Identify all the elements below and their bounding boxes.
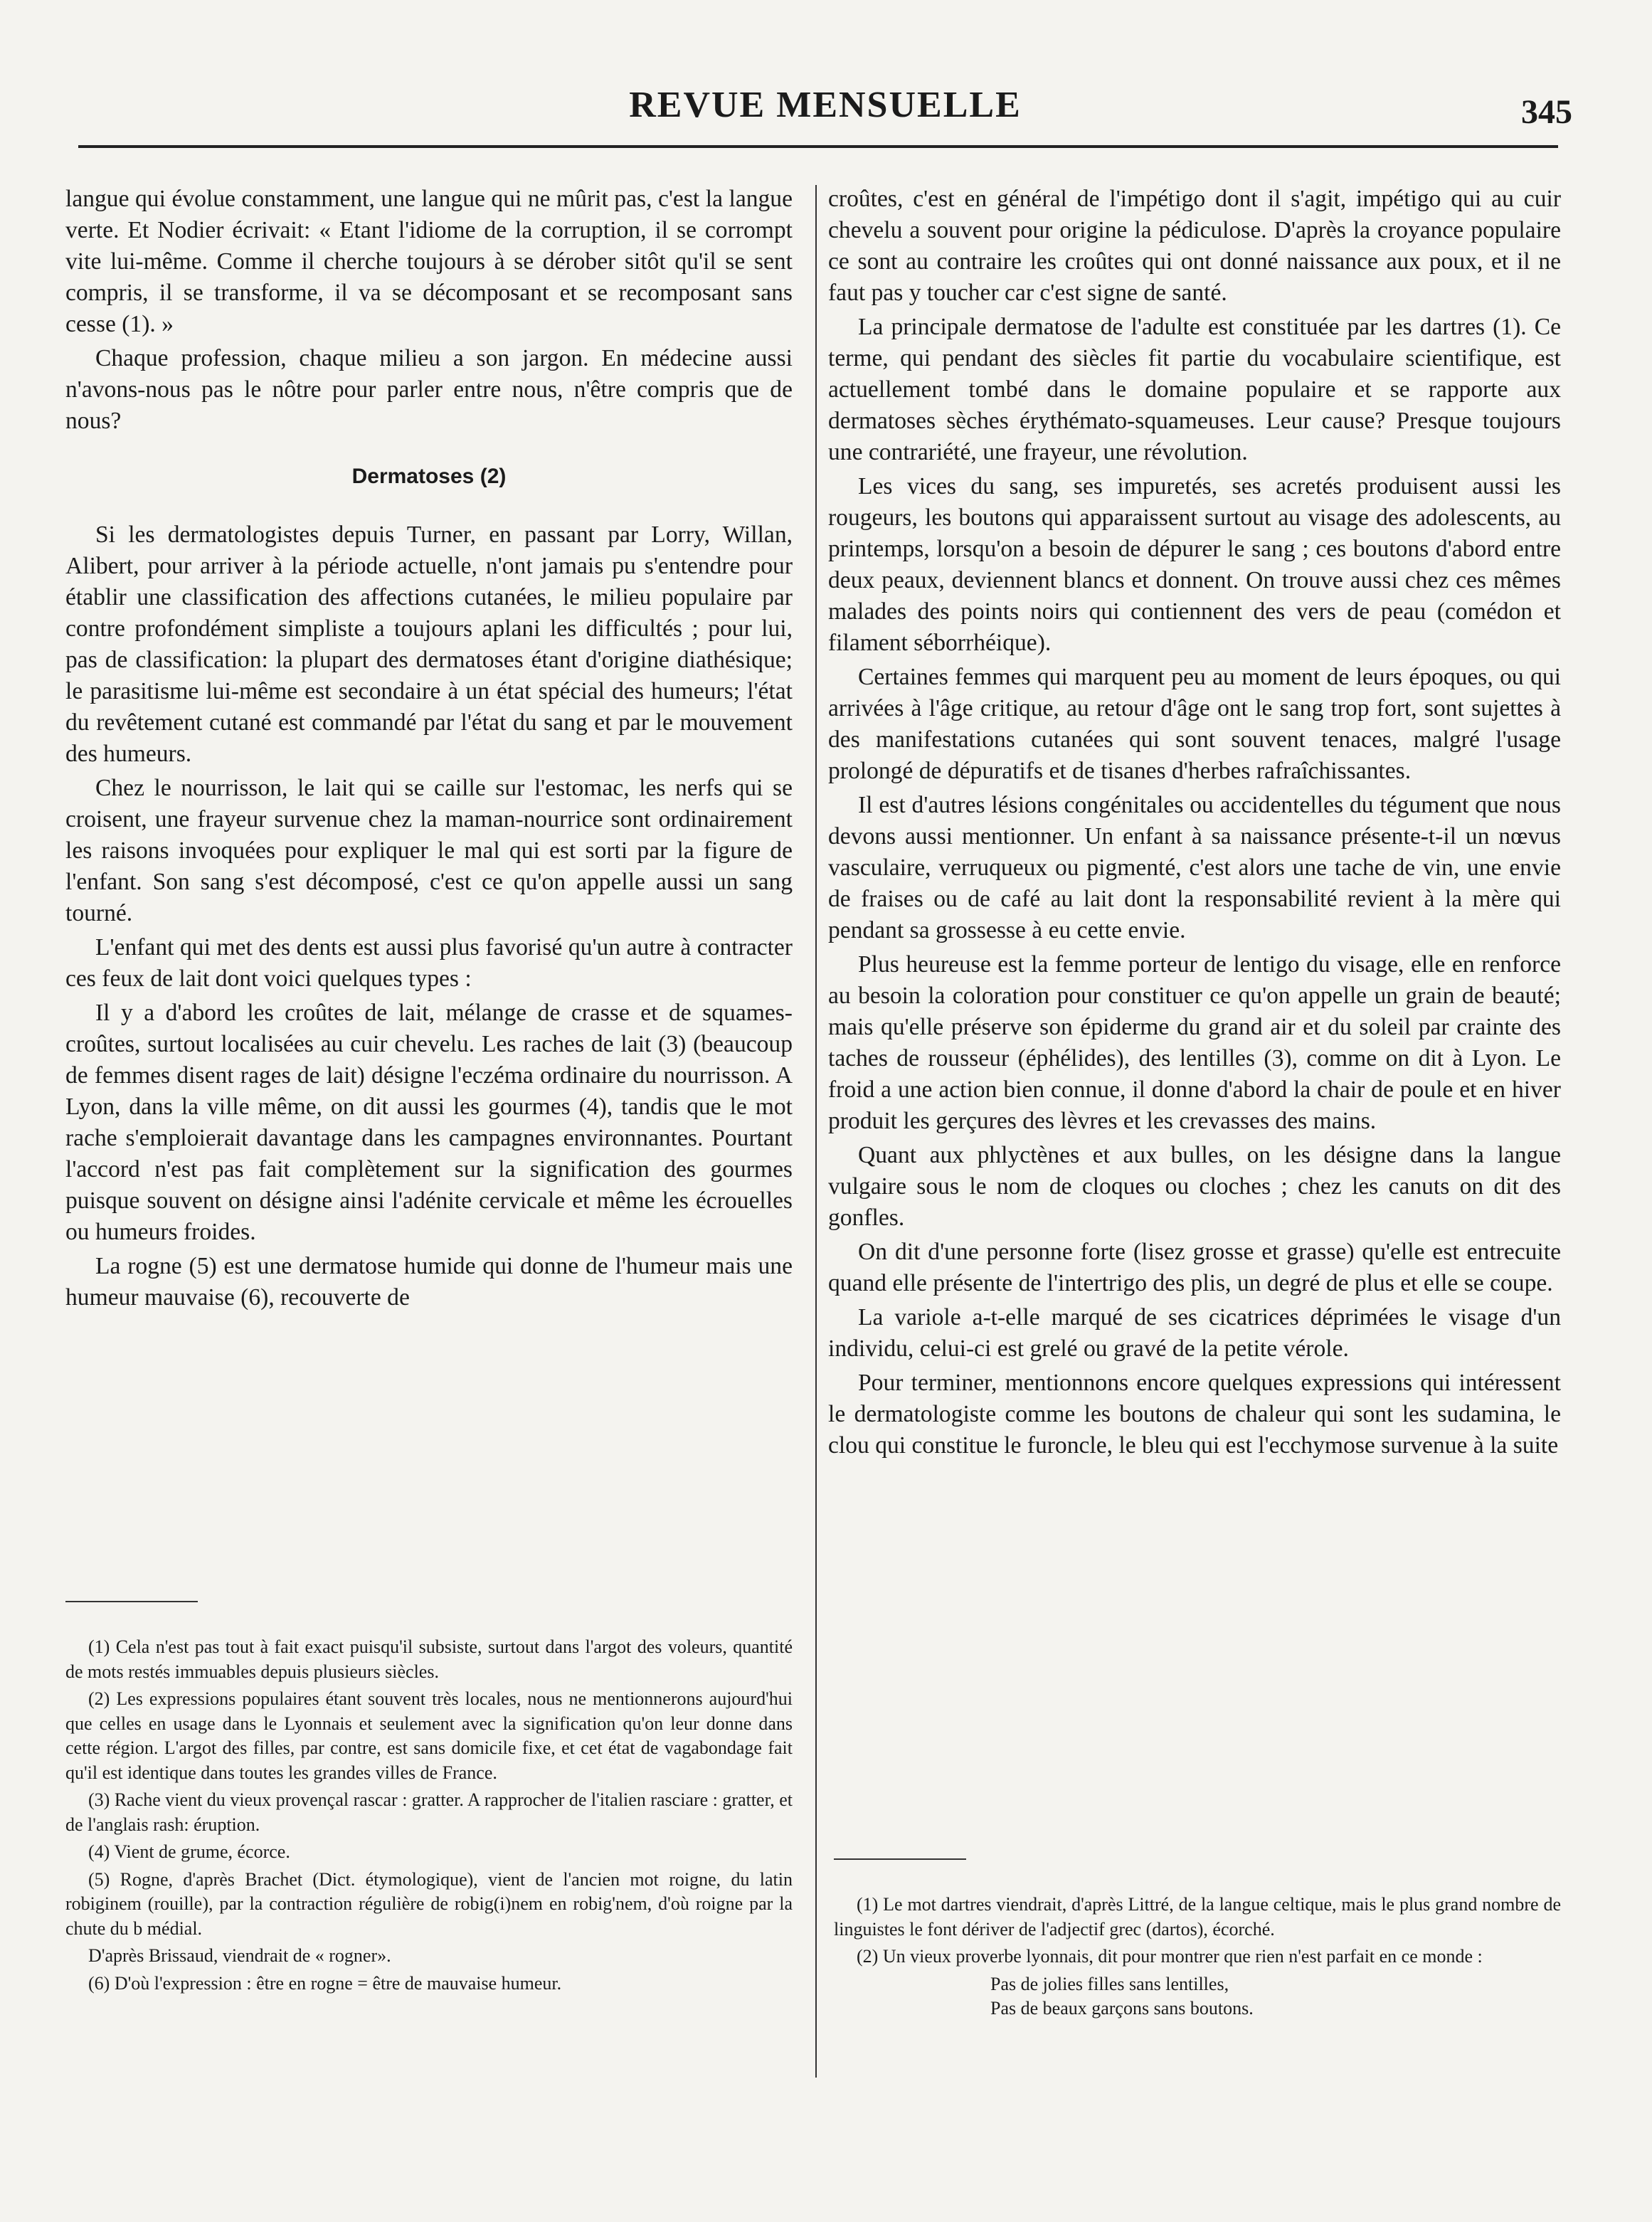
- footnote: (5) Rogne, d'après Brachet (Dict. étymologique), vient de l'ancien mot roigne, du latin robiginem (rouille), par la contraction régulière de robig(i)nem en robig'nem, d'où roigne par la chute du b médial.: [65, 1868, 793, 1939]
- paragraph: Si les dermatologistes depuis Turner, en passant par Lorry, Willan, Alibert, pour arriver à la période actuelle, n'ont jamais pu s'entendre pour établir une classification des affections cutanées, le milieu populaire par contre profondément simpliste a toujours aplani les difficultés ; pour lui, pas de classification: la plupart des dermatoses étant d'origine diathésique; le parasitisme lui-même est secondaire à un état spécial des humeurs; l'état du revêtement cutané est commandé par l'état du sang et par le mouvement des humeurs.: [65, 522, 793, 767]
- paragraph: croûtes, c'est en général de l'impétigo dont il s'agit, impétigo qui au cuir chevelu a souvent pour origine la pédiculose. D'après la croyance populaire ce sont au contraire les croûtes qui ont donné naissance aux poux, et il ne faut pas y toucher car c'est signe de santé.: [828, 186, 1561, 306]
- proverb-line: Pas de beaux garçons sans boutons.: [990, 1998, 1254, 2019]
- running-header-title: REVUE MENSUELLE: [629, 85, 1022, 125]
- paragraph: L'enfant qui met des dents est aussi plus favorisé qu'un autre à contracter ces feux de lait dont voici quelques types :: [65, 934, 793, 992]
- paragraph: La variole a-t-elle marqué de ses cicatrices déprimées le visage d'un individu, celui-ci est grelé ou gravé de la petite vérole.: [828, 1304, 1561, 1362]
- left-column: [65, 184, 793, 1316]
- paragraph: Il est d'autres lésions congénitales ou accidentelles du tégument que nous devons aussi mentionner. Un enfant à sa naissance présente-t-il un nœvus vasculaire, verruqueux ou pigmenté, c'est alors une tache de vin, une envie de fraises ou de café au lait dont la responsabilité revient à la mère qui pendant sa grossesse à eu cette envie.: [828, 792, 1561, 943]
- column-divider: [815, 185, 817, 2078]
- footnote: (2) Un vieux proverbe lyonnais, dit pour montrer que rien n'est parfait en ce monde :: [857, 1946, 1483, 1967]
- footnote: (3) Rache vient du vieux provençal rascar : gratter. A rapprocher de l'italien rasciare : gratter, et de l'anglais rash: éruption.: [65, 1789, 793, 1835]
- paragraph: La rogne (5) est une dermatose humide qui donne de l'humeur mais une humeur mauvaise (6), recouverte de: [65, 1253, 793, 1311]
- footnote: (4) Vient de grume, écorce.: [88, 1841, 290, 1862]
- footnote-rule: [65, 1601, 198, 1602]
- right-column: [828, 184, 1561, 1464]
- paragraph: La principale dermatose de l'adulte est constituée par les dartres (1). Ce terme, qui pendant des siècles fit partie du vocabulaire scientifique, est actuellement tombé dans le domaine populaire et se rapporte aux dermatoses sèches érythémato-squameuses. Leur cause? Presque toujours une contrariété, une frayeur, une révolution.: [828, 314, 1561, 465]
- footnote: (1) Cela n'est pas tout à fait exact puisqu'il subsiste, surtout dans l'argot des voleurs, quantité de mots restés immuables depuis plusieurs siècles.: [65, 1636, 793, 1682]
- page-number: 345: [1521, 93, 1572, 131]
- paragraph: Pour terminer, mentionnons encore quelques expressions qui intéressent le dermatologiste comme les boutons de chaleur qui sont les sudamina, le clou qui constitue le furoncle, le bleu qui est l'ecchymose survenue à la suite: [828, 1370, 1561, 1459]
- paragraph: Il y a d'abord les croûtes de lait, mélange de crasse et de squames-croûtes, surtout localisées au cuir chevelu. Les raches de lait (3) (beaucoup de femmes disent rages de lait) désigne l'eczéma ordinaire du nourrisson. A Lyon, dans la ville même, on dit aussi les gourmes (4), tandis que le mot rache s'emploierait davantage dans les campagnes environnantes. Pourtant l'accord n'est pas fait complètement sur la signification des gourmes puisque souvent on désigne ainsi l'adénite cervicale et même les écrouelles ou humeurs froides.: [65, 1000, 793, 1245]
- paragraph: Chez le nourrisson, le lait qui se caille sur l'estomac, les nerfs qui se croisent, une frayeur survenue chez la maman-nourrice sont ordinairement les raisons invoquées pour expliquer le mal qui est sorti par la figure de l'enfant. Son sang s'est décomposé, c'est ce qu'on appelle aussi un sang tourné.: [65, 775, 793, 926]
- paragraph: Chaque profession, chaque milieu a son jargon. En médecine aussi n'avons-nous pas le nôtre pour parler entre nous, n'être compris que de nous?: [65, 345, 793, 434]
- header-rule: [78, 145, 1558, 148]
- footnote-rule: [834, 1858, 966, 1860]
- paragraph: Certaines femmes qui marquent peu au moment de leurs époques, ou qui arrivées à l'âge critique, au retour d'âge ont le sang trop fort, sont sujettes à des manifestations cutanées qui sont souvent tenaces, malgré l'usage prolongé de dépuratifs et de tisanes d'herbes rafraîchissantes.: [828, 664, 1561, 784]
- paragraph: Les vices du sang, ses impuretés, ses acretés produisent aussi les rougeurs, les boutons qui apparaissent surtout au visage des adolescents, au printemps, lorsqu'on a besoin de dépurer le sang ; ces boutons d'abord entre deux peaux, deviennent blancs et donnent. On trouve aussi chez ces mêmes malades des points noirs qui contiennent des vers de peau (comédon et filament séborrhéique).: [828, 473, 1561, 656]
- footnote: (1) Le mot dartres viendrait, d'après Littré, de la langue celtique, mais le plus grand nombre de linguistes le font dériver de l'adjectif grec (dartos), écorché.: [834, 1894, 1561, 1940]
- footnote: (6) D'où l'expression : être en rogne = être de mauvaise humeur.: [88, 1972, 562, 1994]
- left-footnotes: [65, 1635, 793, 1999]
- paragraph: Quant aux phlyctènes et aux bulles, on les désigne dans la langue vulgaire sous le nom de cloques ou cloches ; chez les canuts on dit des gonfles.: [828, 1142, 1561, 1231]
- right-footnotes: [834, 1893, 1561, 2021]
- paragraph: Plus heureuse est la femme porteur de lentigo du visage, elle en renforce au besoin la coloration pour constituer ce qu'on appelle un grain de beauté; mais qu'elle préserve son épiderme du grand air et du soleil par crainte des taches de rousseur (éphélides), des lentilles (3), comme on dit à Lyon. Le froid a une action bien connue, il donne d'abord la chair de poule et en hiver produit les gerçures des lèvres et les crevasses des mains.: [828, 951, 1561, 1134]
- footnote: (2) Les expressions populaires étant souvent très locales, nous ne mentionnerons aujourd'hui que celles en usage dans le Lyonnais et seulement avec la signification qu'on leur donne dans cette région. L'argot des filles, par contre, est sans domicile fixe, et cet état de vagabondage fait qu'il est identique dans toutes les grandes villes de France.: [65, 1688, 793, 1783]
- section-heading: Dermatoses (2): [351, 465, 507, 488]
- proverb-line: Pas de jolies filles sans lentilles,: [990, 1973, 1229, 1994]
- footnote: D'après Brissaud, viendrait de « rogner».: [88, 1945, 391, 1966]
- paragraph: langue qui évolue constamment, une langue qui ne mûrit pas, c'est la langue verte. Et Nodier écrivait: « Etant l'idiome de la corruption, il se corrompt vite lui-même. Comme il cherche toujours à se dérober sitôt qu'il se sent compris, il se transforme, il va se décomposant et se recomposant sans cesse (1). »: [65, 186, 793, 337]
- paragraph: On dit d'une personne forte (lisez grosse et grasse) qu'elle est entrecuite quand elle présente de l'intertrigo des plis, un degré de plus et elle se coupe.: [828, 1239, 1561, 1296]
